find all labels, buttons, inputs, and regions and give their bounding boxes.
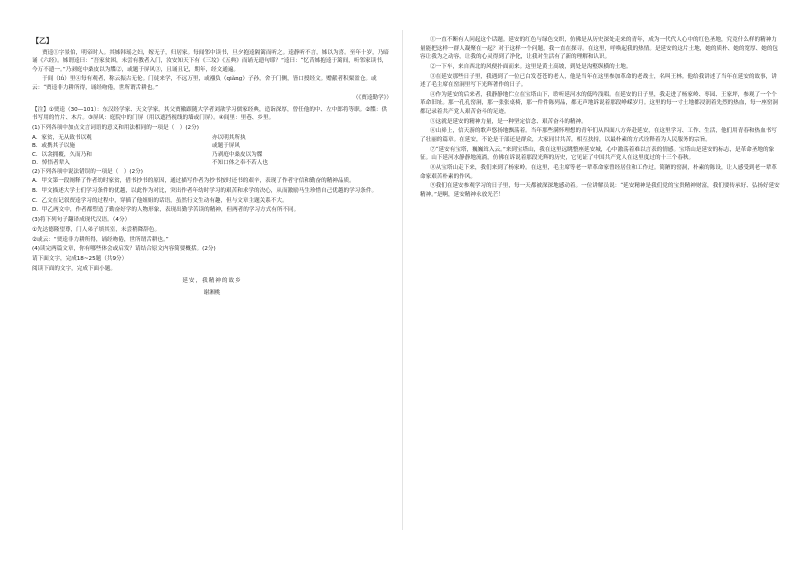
article-author: 谢湘桃 (203, 289, 221, 296)
article-paragraph-7: ⑦“延安有宝塔，巍巍耸入云。”来到宝塔山，我在这里远眺整座延安城，心中激荡着难以言表的情感。宝塔山是延安的标志，是革命圣地的象征。山下延河水静静地流淌，仿佛在诉说着那段光辉的历史，它见证了中国共产党人在这里度过的十三个春秋。 (420, 146, 775, 162)
question-1: (1)下列各项中加点文言词语的意义和用法相同的一项是（ ）(2分) (32, 125, 199, 131)
passage-paragraph-1: 贾逵①字景伯，明帝时人。其姊韩瑶之妇，嫁无子，归居家。每闻邻中读书，旦夕抱逵隔篱而听之。逵静听不言，姊以为喜。至年十岁，乃暗诵《六经》。姊谓逵曰：“吾家贫困，未尝有教者入门，汝安知天下有《三坟》《五典》而诵无遗句耶？”逵曰：“忆昔姊抱逵于篱间，听邻家读书，今万不遗一。”乃剥庭中桑皮以为牒②，或题于屏风③，且诵且记，期年，经文通遍。 (32, 49, 389, 73)
q2-option-c: C．乙文在记叙贾逵学习的过程中，穿插了他姐姐的话语，虽然行文生动有趣，但与文章主题关系不大。 (32, 197, 288, 204)
q1-option-a-left: A．家贫，无从致书以观 (32, 134, 92, 141)
q1-option-b-right: 或题于屏风 (212, 143, 240, 150)
question-2: (2)下列各项中说法错误的一项是（ ）(2分) (32, 168, 143, 175)
left-column (32, 36, 392, 297)
q1-option-d-left: D．悼悟者辈入 (32, 160, 70, 167)
question-3: (3)将下列句子翻译成现代汉语。（4分） (32, 217, 131, 224)
passage-source: （《贾逵勤学》） (352, 95, 392, 102)
q1-option-d-right: 不知口体之奉不若人也 (212, 160, 268, 167)
article-paragraph-9: ⑨我们在延安参观学习的日子里，每一天都被深深地感动着。一位讲解员说：“延安精神是我们党的宝贵精神财富，我们要传承好、弘扬好延安精神。”是啊，延安精神永放光芒！ (420, 183, 780, 198)
q1-option-a (32, 134, 392, 143)
article-paragraph-3: ③在延安那些日子里，我遇到了一位已白发苍苍的老人，他是当年在这里参加革命的老战士，名叫王林。他给我讲述了当年在延安的故事，讲述了毛主席在窑洞里写下光辉著作的日子。 (420, 73, 777, 89)
q1-option-a-right: 亦以明其所执 (212, 134, 246, 141)
q1-option-b-left: B．或携其子以施 (32, 143, 75, 150)
reading-intro: 阅读下面的文字，完成下面小题。 (32, 265, 116, 272)
section-title: 【乙】 (32, 36, 53, 45)
article-title: 延安，我精神的故乡 (182, 278, 242, 285)
column-divider (402, 30, 403, 530)
q1-option-c-left: C．以衾拥覆，久而乃和 (32, 151, 92, 158)
article-paragraph-5: ⑤这就是延安的精神力量，是一种坚定信念、艰苦奋斗的精神。 (430, 118, 587, 125)
article-paragraph-8: ⑧从宝塔山走下来，我们来到了杨家岭。在这里，毛主席等老一辈革命家曾经居住和工作过。简陋的窑洞，朴素的陈设，让人感受到老一辈革命家艰苦朴素的作风。 (420, 165, 777, 180)
article-paragraph-6: ⑥山峁上，信天游的歌声悠扬地飘荡着。当年那些满怀理想的青年们从四面八方奔赴延安，在这里学习、工作、生活，他们用青春和热血书写了壮丽的篇章。在延安，不论是干部还是群众，大家同甘共苦，相互扶持，以最朴素的方式诠释着为人民服务的宗旨。 (420, 128, 777, 143)
article-paragraph-1: ①一直不断有人问起这个话题。延安的红色与绿色交织，仿佛是从历史深处走来的青年，成为一代代人心中的红色圣地，究竟什么样的精神力量能把这样一群人凝聚在一起？对于这样一个问题，我一直在探寻。在这里，呼唤起我的热情。是延安的这片土地，她的质朴、她的宽厚、她的包容让我为之动容，让我的心灵得到了净化，让我对生活有了新的理解和认识。 (420, 37, 779, 60)
q1-option-b (32, 142, 392, 151)
right-column (420, 36, 780, 201)
q1-option-c (32, 151, 392, 160)
question-4: (4)读完两篇文章，你有哪些体会或启发？请结合原文内容简要概括。(2分) (32, 246, 216, 253)
article-paragraph-4: ④作为延安的后来者，我静静地伫立在宝塔山下，聆听延河水的低吟浅唱。在延安的日子里，我走进了杨家岭、枣园、王家坪，参观了一个个革命旧址。那一孔孔窑洞，那一张张桌椅，那一件件陈列品，都无声地诉说着那段峥嵘岁月。这里的每一寸土地都浸润着先烈的热血，每一座窑洞都记录着共产党人艰苦奋斗的足迹。 (420, 91, 779, 115)
q1-option-d (32, 159, 392, 168)
article-paragraph-2: ②一下车，来自西北的风便扑面而来。这里是黄土高坡，到处是沟壑纵横的土地。 (430, 63, 632, 70)
q2-option-b: B．甲文描述大学士们学习条件的优越，以此作为对比，突出作者年幼时学习的艰苦和求学的决心，从而激励马生珍惜自己优越的学习条件。 (32, 188, 378, 195)
q2-option-d: D．甲乙两文中，作者都塑造了勤奋好学的人物形象，表现出勤学苦读的精神，但两者的学习方式有所不同。 (32, 207, 300, 214)
q1-option-c-right: 乃剥庭中桑皮以为牒 (212, 151, 263, 158)
passage-paragraph-2: 于闾（lǘ）里④每有观者，称云振古无伦。门徒来学，不远万里，或襁负（qiǎng）子孙，舍于门侧，皆口授经文。赠献者积粟盈仓。或云：“贾逵非力耕所得，诵经吻倦，世所谓舌耕也。” (32, 76, 377, 91)
annotation-note: 【注】①贾逵（30—101）：东汉经学家、天文学家。其父贾徽跟随大学者刘歆学习儒家经典，造诣深厚，曾任他的中、左中郎将等职。②牒：供书写用的竹片、木片。③屏风：庭院中的门屏（用以遮挡视线的墙或门屏）。④闾里：里巷、乡里。 (32, 106, 388, 122)
q3-item-2: ②或云：“贾逵非力耕所得，诵经吻倦，世所谓舌耕也。” (32, 236, 169, 243)
reading-header: 请下面文字，完成18~25题（共9分） (32, 255, 128, 262)
q2-option-a: A．甲文第一段阐释了作者幼时家贫，借书抄书的原因，通过描写作者为抄书按时还书的艰辛，表现了作者守信和勤奋的精神品质。 (32, 178, 355, 185)
q3-item-1: ①先达德隆望尊，门人弟子填其室，未尝稍降辞色。 (32, 226, 161, 233)
